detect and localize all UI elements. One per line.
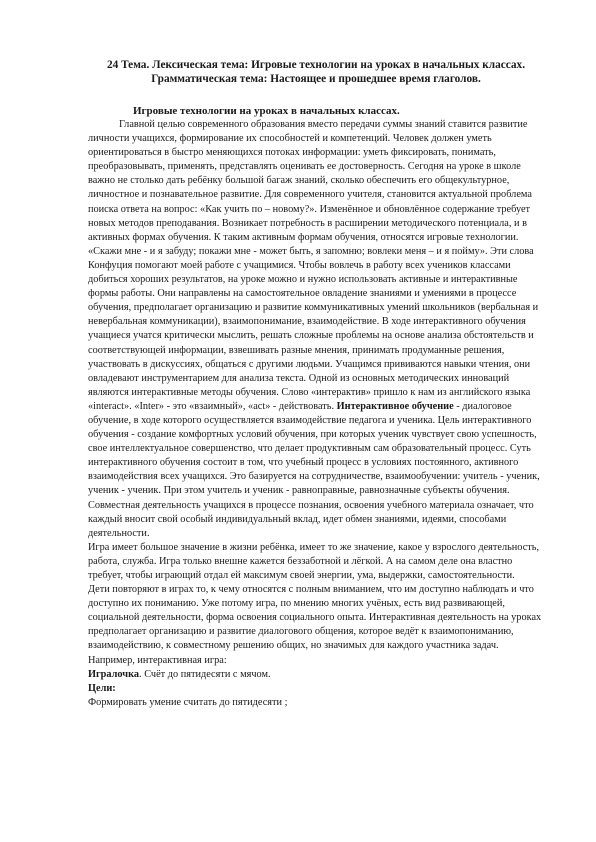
game-description: . Счёт до пятидесяти с мячом.: [139, 668, 271, 680]
document-body: [88, 118, 544, 710]
title-line-1: 24 Тема. Лексическая тема: Игровые технологии на уроках в начальных классах.: [106, 59, 526, 71]
game-name-line: [88, 668, 544, 682]
title-line-2: Грамматическая тема: Настоящее и прошедшее время глаголов.: [151, 73, 481, 85]
section-heading: Игровые технологии на уроках в начальных классах.: [133, 105, 400, 117]
goals-label: [88, 682, 544, 696]
paragraph-game-importance: Игра имеет большое значение в жизни ребёнка, имеет то же значение, какое у взрослого деятельность, работа, служба. Игра только внешне кажется беззаботной и лёгкой. А на самом деле она властно требует, чтобы играющий отдал ей максимум своей энергии, ума, выдержки, самостоятельности.: [88, 541, 540, 581]
document-page: [88, 58, 544, 710]
paragraph-interactive: [88, 245, 544, 541]
goals-label-text: Цели:: [88, 682, 116, 694]
game-name: Игралочка: [88, 668, 140, 680]
paragraph-intro: Главной целью современного образования вместо передачи суммы знаний ставится развитие личности учащихся, формирование их способностей и компетенций. Человек должен уметь ориентироваться в быстро меняющихся потоках информации: уметь фиксировать, понимать, преобразовывать, применять, представлять оценивать ее достоверность. Сегодня на уроке в школе важно не столько дать ребёнку большой багаж знаний, сколько обеспечить его общекультурное, личностное и познавательное развитие. Для современного учителя, становится актуальной проблема поиска ответа на вопрос: «Как учить по – новому?». Изменённое и обновлённое содержание требует новых методов преподавания. Возникает потребность в расширении методического потенциала, и в активных формах обучения. К таким активным формам обучения, относятся игровые технологии.: [88, 119, 532, 243]
goal-item: Формировать умение считать до пятидесяти ;: [88, 696, 288, 708]
page-title: [88, 58, 544, 86]
paragraph-interactive-text-1: «Скажи мне - и я забуду; покажи мне - может быть, я запомню; вовлеки меня – и я пойму». Эти слова Конфуция помогают моей работе с учащимися. Чтобы вовлечь в работу всех учеников классами добиться хороших результатов, на уроке можно и нужно использовать активные и интерактивные формы работы. Они направлены на самостоятельное овладение знаниями и умениями в процессе обучения, предполагает организацию и развитие коммуникативных умений школьников (вербальная и невербальная коммуникации), взаимопонимание, взаимодействие. В ходе интерактивного обучения учащиеся учатся критически мыслить, решать сложные проблемы на основе анализа обстоятельств и соответствующей информации, взвешивать разные мнения, принимать продуманные решения, участвовать в дискуссиях, общаться с другими людьми. Учащимся прививаются навыки чтения, они овладевают инструментарием для анализа текста. Одной из основных методических инноваций являются интерактивные методы обучения. Слово «интерактив» пришло к нам из английского языка «interact». «Inter» - это «взаимный», «act» - действовать.: [88, 245, 539, 412]
term-interactive-learning: Интерактивное обучение: [336, 400, 454, 412]
paragraph-children-games: Дети повторяют в играх то, к чему относятся с полным вниманием, что им доступно наблюдать и что доступно их пониманию. Уже потому игра, по мнению многих учёных, есть вид развивающей, социальной деятельности, форма освоения социального опыта. Интерактивная деятельность на уроках предполагает организацию и развитие диалогового общения, которое ведёт к взаимопониманию, взаимодействию, к совместному решению общих, но значимых для каждого участника задач. Например, интерактивная игра:: [88, 584, 542, 666]
paragraph-interactive-text-2: - диалоговое обучение, в ходе которого осуществляется взаимодействие педагога и ученика. Цель интерактивного обучения - создание комфортных условий обучения, при которых ученик чувствует свою успешность, свое интеллектуальное совершенство, что делает продуктивным сам образовательный процесс. Суть интерактивного обучения состоит в том, что учебный процесс в условиях постоянного, активного взаимодействия всех учащихся. Это базируется на сотрудничестве, взаимообучении: учитель - ученик, ученик - ученик. При этом учитель и ученик - равноправные, равнозначные субъекты обучения. Совместная деятельность учащихся в процессе познания, освоения учебного материала означает, что каждый вносит свой особый индивидуальный вклад, идет обмен знаниями, идеями, способами деятельности.: [88, 400, 540, 539]
